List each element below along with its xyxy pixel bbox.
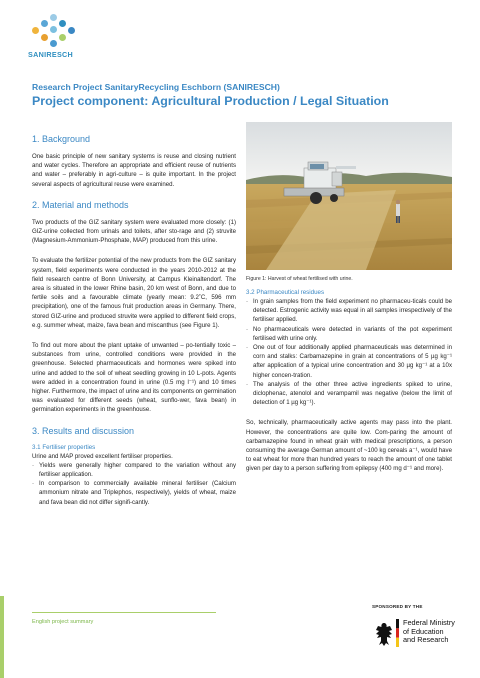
german-flag-icon [396,619,399,647]
logo-dots [28,14,80,48]
pharmaceutical-subheading: 3.2 Pharmaceutical residues [246,289,325,296]
ministry-line: Federal Ministry [403,618,455,627]
saniresch-logo [28,14,80,59]
figure-caption: Figure 1: Harvest of wheat fertilised with urine. [246,276,353,282]
ministry-name [403,619,455,645]
list-item: · In comparison to commercially available mineral fertiliser (Calcium ammonium nitrate and Triplephos, respectively), yields of wheat, maize and fava bean did not differ signifi-cantly. [32,479,236,507]
results-heading: 3. Results and discussion [32,425,135,436]
sponsored-by-label: SPONSORED BY THE [372,604,423,609]
footer-summary-label: English project summary [32,619,94,625]
methods-paragraph-2: To evaluate the fertilizer potential of the new products from the GIZ sanitary system, field experiments were conducted in the years 2010-2012 at the field research centre of Bonn University, at Campus Kleinaltendorf. The area is situated in the lower Rhine basin, 20 km west of Bonn, and due to fertile soils and a favourable climate (yearly mean: 9.2˚C, 596 mm precipitation), one of the famous fruit production areas in Germany. There, stored GIZ-urine and produced struvite were applied to different field crops, e.g. summer wheat, maize, fava bean and miscanthus (see Figure 1). [32,257,236,329]
left-accent-bar [0,596,4,678]
list-item: · In grain samples from the field experiment no pharmaceu-ticals could be detected. Estrogenic activity was equal in all samples irrespectively of the fertiliser applied. [246,297,452,325]
logo-dot [32,27,39,34]
project-title: Research Project SanitaryRecycling Eschborn (SANIRESCH) [32,82,280,92]
logo-dot [59,20,66,27]
logo-dot [50,40,57,47]
methods-heading: 2. Material and methods [32,199,129,210]
pharmaceutical-list [246,297,452,407]
logo-text: SANIRESCH [28,50,74,59]
footer-divider [32,612,216,613]
background-text: One basic principle of new sanitary systems is reuse and closing nutrient and water cycles. Therefore an appropriate and efficient reuse of nutrients and water – preferably in agri-culture – is quite important. In the project several aspects of agricultural reuse were examined. [32,153,236,188]
left-column [32,134,236,507]
logo-dot [68,27,75,34]
right-column [246,122,452,474]
fertiliser-subheading: 3.1 Fertiliser properties [32,443,96,451]
logo-dot [50,26,57,33]
fertiliser-intro: Urine and MAP proved excellent fertiliser properties. [32,452,173,460]
fertiliser-list [32,461,236,507]
logo-dot [59,34,66,41]
conclusion-text: So, technically, pharmaceutically active agents may pass into the plant. However, the concentrations are quite low. Com-paring the amount of carbamazepine found in wheat grain with medical prescriptions, a person consuming the average German amount of ~100 kg cereals a⁻¹, would have to eat wheat for more than hundred years to reach the amount of one tablet given per day to a person suffering from epilepsy (400 mg d⁻¹ and more). [246,419,452,473]
federal-eagle-icon [374,621,394,647]
list-item: · No pharmaceuticals were detected in variants of the pot experiment fertilised with urine only. [246,325,452,343]
logo-dot [50,14,57,21]
list-item: · Yields were generally higher compared to the variation without any fertiliser application. [32,461,236,479]
ministry-line: of Education [403,626,444,636]
wheat-harvest-photo [246,122,452,270]
logo-dot [41,34,48,41]
list-item: · One out of four additionally applied pharmaceuticals was determined in corn and stalks: Carbamazepine in grain at concentrations of 5 µg kg⁻¹ after application of a typical urine concentration and 30 µg kg⁻¹ at a 10x higher concen-tration. [246,343,452,380]
methods-paragraph-3: To find out more about the plant uptake of unwanted – po-tentially toxic – substances from urine, controlled conditions were provided in the greenhouse. Selected pharmaceuticals and hormones were spiked into urine and added to the soil of wheat seedling growing in 10 L-pots. Agents were added in a concentration found in urine (0.5 mg l⁻¹) and 10 times higher. Furthermore, the impact of urine and its components on germination was evaluated for different seeds (wheat, sunflo-wer, fava bean) in germination experiments in the greenhouse. [32,342,236,414]
ministry-line: and Research [403,635,449,645]
background-heading: 1. Background [32,134,91,144]
component-title: Project component: Agricultural Production / Legal Situation [32,94,389,108]
methods-paragraph-1: Two products of the GIZ sanitary system were evaluated more closely: (1) GIZ-urine collected from urinals and toilets, after sto-rage and (2) struvite (Magnesium-Ammonium-Phosphate, MAP) produced from this urine. [32,218,236,245]
logo-dot [41,20,48,27]
harvest-image [246,122,452,270]
list-item: · The analysis of the other three active ingredients spiked to urine, diclophenac, atenolol and verampamil was negative (below the limit of detection of 1 µg kg⁻¹). [246,380,452,408]
